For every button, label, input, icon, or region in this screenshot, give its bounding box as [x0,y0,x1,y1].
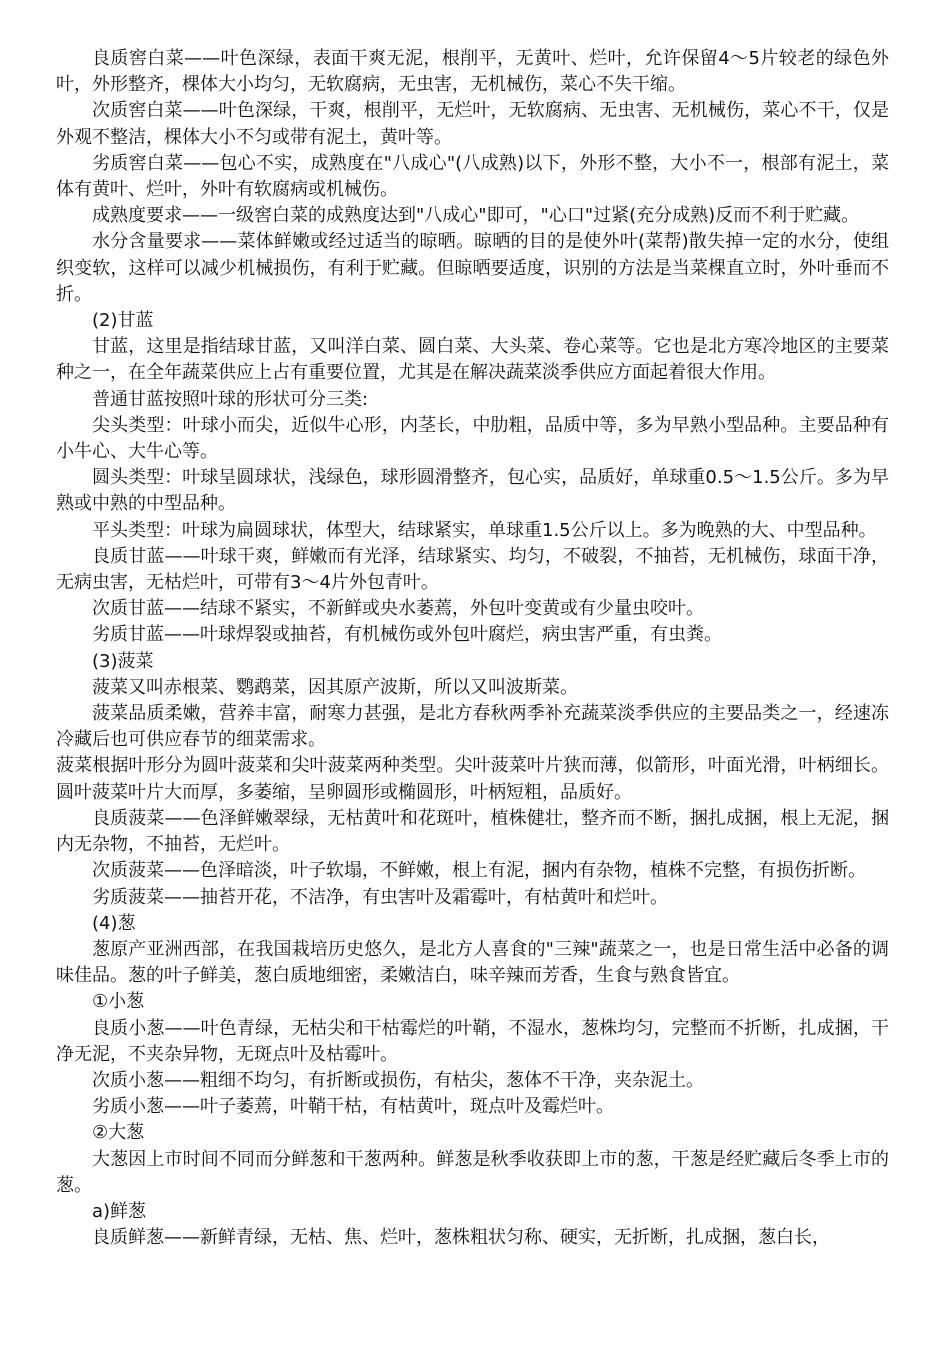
paragraph: 成熟度要求——一级窖白菜的成熟度达到"八成心"即可，"心口"过紧(充分成熟)反而不利于贮藏。 [92,205,860,227]
paragraph: a)鲜葱 [92,1200,147,1222]
paragraph: ②大葱 [92,1122,145,1144]
paragraph: 劣质小葱——叶子萎蔫，叶鞘干枯，有枯黄叶，斑点叶及霉烂叶。 [92,1096,614,1118]
paragraph: 次质窖白菜——叶色深绿，干爽，根削平，无烂叶，无软腐病、无虫害、无机械伤，菜心不干，仅是外观不整洁，棵体大小不匀或带有泥土，黄叶等。 [56,100,889,148]
paragraph: 劣质菠菜——抽苔开花，不洁净，有虫害叶及霜霉叶，有枯黄叶和烂叶。 [92,886,668,908]
paragraph: (4)葱 [92,912,136,934]
paragraph: 劣质甘蓝——叶球焊裂或抽苔，有机械伤或外包叶腐烂，病虫害严重，有虫粪。 [92,624,722,646]
paragraph: 尖头类型：叶球小而尖，近似牛心形，内茎长，中肋粗，品质中等，多为早熟小型品种。主要品种有小牛心、大牛心等。 [56,414,889,463]
paragraph: 普通甘蓝按照叶球的形状可分三类: [92,388,369,410]
paragraph: (2)甘蓝 [92,310,154,332]
paragraph: 良质甘蓝——叶球干爽，鲜嫩而有光泽，结球紧实、均匀，不破裂，不抽苔，无机械伤，球面干净，无病虫害，无枯烂叶，可带有3～4片外包青叶。 [56,545,889,594]
paragraph: 平头类型：叶球为扁圆球状，体型大，结球紧实，单球重1.5公斤以上。多为晚熟的大、中型品种。 [92,519,877,541]
paragraph: 劣质窖白菜——包心不实，成熟度在"八成心"(八成熟)以下，外形不整，大小不一，根部有泥土，菜体有黄叶、烂叶，外叶有软腐病或机械伤。 [56,152,889,201]
paragraph: 次质小葱——粗细不均匀，有折断或损伤，有枯尖，葱体不干净，夹杂泥土。 [92,1069,704,1091]
paragraph: 葱原产亚洲西部，在我国栽培历史悠久，是北方人喜食的"三辣"蔬菜之一，也是日常生活中必备的调味佳品。葱的叶子鲜美，葱白质地细密，柔嫩洁白，味辛辣而芳香，生食与熟食皆宜。 [56,938,889,987]
paragraph: ①小葱 [92,991,145,1013]
paragraph: 菠菜根据叶形分为圆叶菠菜和尖叶菠菜两种类型。尖叶菠菜叶片狭而薄，似箭形，叶面光滑，叶柄细长。圆叶菠菜叶片大而厚，多萎缩，呈卵圆形或椭圆形，叶柄短粗，品质好。 [56,755,889,803]
paragraph: 大葱因上市时间不同而分鲜葱和干葱两种。鲜葱是秋季收获即上市的葱，干葱是经贮藏后冬季上市的葱。 [56,1148,889,1196]
paragraph: 良质小葱——叶色青绿，无枯尖和干枯霉烂的叶鞘，不湿水，葱株均匀，完整而不折断，扎成捆，干净无泥，不夹杂异物，无斑点叶及枯霉叶。 [56,1017,889,1065]
paragraph: 良质窖白菜——叶色深绿，表面干爽无泥，根削平，无黄叶、烂叶，允许保留4～5片较老的绿色外叶，外形整齐，棵体大小均匀，无软腐病，无虫害，无机械伤，菜心不失干缩。 [56,48,889,96]
paragraph: (3)菠菜 [92,650,154,672]
paragraph: 甘蓝，这里是指结球甘蓝，又叫洋白菜、圆白菜、大头菜、卷心菜等。它也是北方寒冷地区的主要菜种之一，在全年蔬菜供应上占有重要位置，尤其是在解决蔬菜淡季供应方面起着很大作用。 [56,336,889,384]
paragraph: 菠菜品质柔嫩，营养丰富，耐寒力甚强，是北方春秋两季补充蔬菜淡季供应的主要品类之一，经速冻冷藏后也可供应春节的细菜需求。 [56,703,889,751]
paragraph: 良质鲜葱——新鲜青绿，无枯、焦、烂叶，葱株粗状匀称、硬实，无折断，扎成捆，葱白长， [92,1227,830,1249]
paragraph: 良质菠菜——色泽鲜嫩翠绿，无枯黄叶和花斑叶，植株健壮，整齐而不断，捆扎成捆，根上无泥，捆内无杂物，不抽苔，无烂叶。 [56,807,889,856]
paragraph: 圆头类型：叶球呈圆球状，浅绿色，球形圆滑整齐，包心实，品质好，单球重0.5～1.5公斤。多为早熟或中熟的中型品种。 [56,467,889,515]
paragraph: 菠菜又叫赤根菜、鹦鹉菜，因其原产波斯，所以又叫波斯菜。 [92,676,578,698]
paragraph: 次质甘蓝——结球不紧实，不新鲜或央水萎蔫，外包叶变黄或有少量虫咬叶。 [92,598,704,620]
paragraph: 水分含量要求——菜体鲜嫩或经过适当的晾晒。晾晒的目的是使外叶(菜帮)散失掉一定的水分，使组织变软，这样可以减少机械损伤，有利于贮藏。但晾晒要适度，识别的方法是当菜棵直立时，外叶垂而不折。 [56,231,889,305]
paragraph: 次质菠菜——色泽暗淡，叶子软塌，不鲜嫩，根上有泥，捆内有杂物，植株不完整，有损伤折断。 [92,860,866,882]
